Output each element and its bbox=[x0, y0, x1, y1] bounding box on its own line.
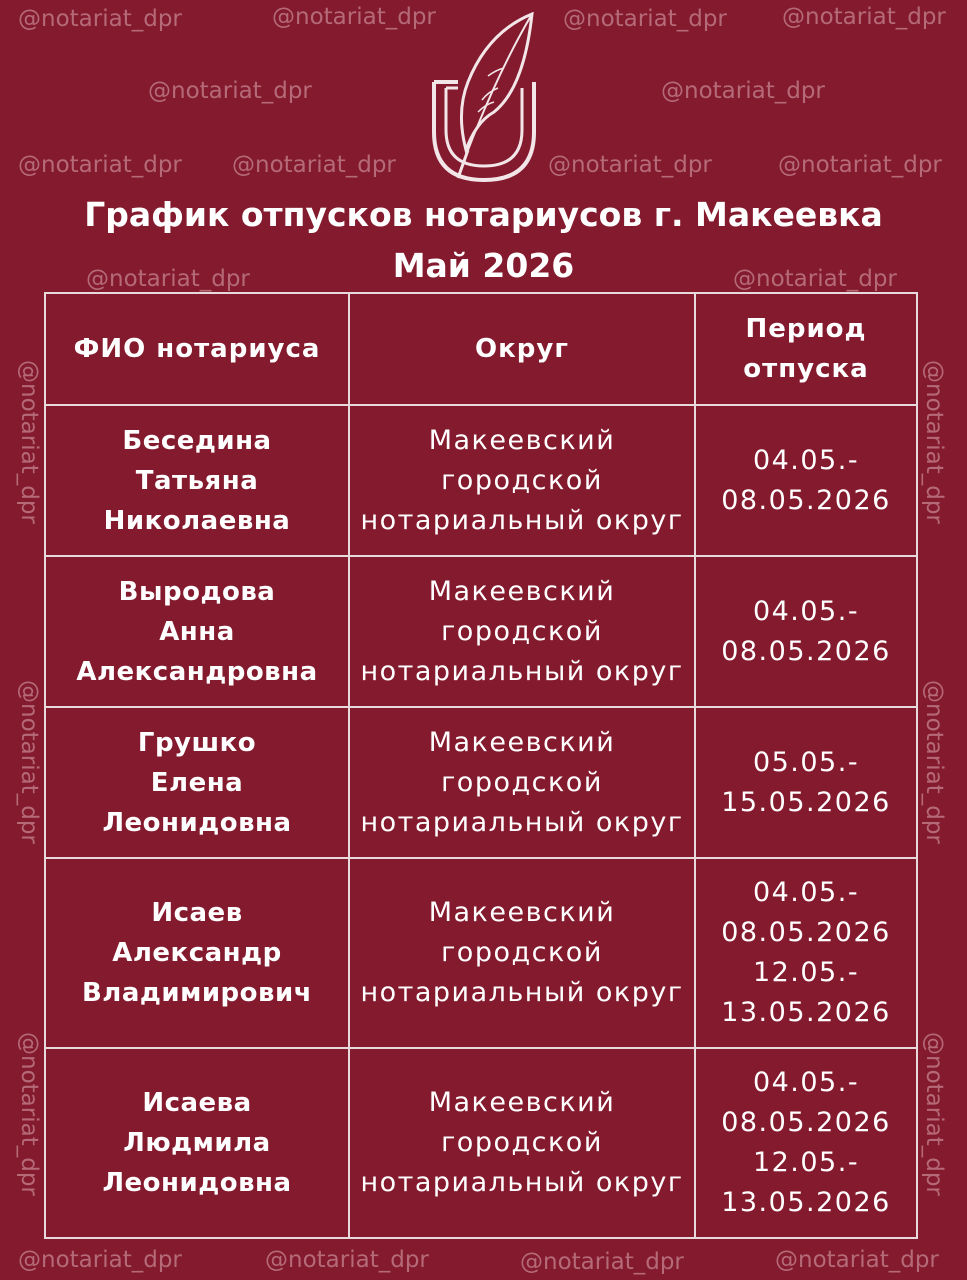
period-line: 13.05.2026 bbox=[721, 997, 891, 1028]
header-period-line: отпуска bbox=[743, 354, 869, 384]
table-row bbox=[45, 556, 917, 707]
district-line: нотариальный округ bbox=[360, 1167, 684, 1198]
period-line: 04.05.- bbox=[752, 595, 860, 627]
watermark: @notariat_dpr bbox=[733, 266, 897, 292]
period-line: 12.05.- bbox=[752, 1147, 860, 1178]
watermark: @notariat_dpr bbox=[272, 4, 436, 30]
district-line: нотариальный округ bbox=[360, 977, 684, 1008]
page-subtitle: Май 2026 bbox=[392, 246, 575, 285]
name-line: Николаевна bbox=[103, 505, 291, 536]
name-line: Людмила bbox=[123, 1128, 271, 1158]
watermark: @notariat_dpr bbox=[775, 1247, 939, 1273]
district-cell bbox=[349, 556, 695, 707]
watermark: @notariat_dpr bbox=[265, 1247, 429, 1273]
watermark: @notariat_dpr bbox=[18, 6, 182, 32]
watermark: @notariat_dpr bbox=[921, 1032, 947, 1196]
name-line: Александр bbox=[112, 938, 282, 968]
period-line: 05.05.- bbox=[752, 746, 860, 778]
district-line: Макеевский bbox=[428, 575, 616, 607]
name-line: Татьяна bbox=[135, 465, 259, 496]
name-line: Грушко bbox=[137, 727, 257, 758]
watermark: @notariat_dpr bbox=[661, 78, 825, 104]
watermark: @notariat_dpr bbox=[86, 266, 250, 292]
vacation-schedule-table bbox=[44, 292, 918, 1239]
name-line: Выродова bbox=[118, 576, 276, 607]
period-cell bbox=[695, 556, 917, 707]
watermark: @notariat_dpr bbox=[232, 152, 396, 178]
period-cell bbox=[695, 405, 917, 556]
period-line: 04.05.- bbox=[752, 444, 860, 476]
district-line: Макеевский bbox=[428, 897, 616, 928]
watermark: @notariat_dpr bbox=[16, 360, 42, 524]
period-line: 08.05.2026 bbox=[721, 917, 891, 948]
table-row bbox=[45, 858, 917, 1048]
district-line: нотариальный округ bbox=[360, 655, 684, 687]
period-line: 13.05.2026 bbox=[721, 1187, 891, 1218]
name-line: Исаева bbox=[142, 1088, 252, 1118]
period-line: 04.05.- bbox=[752, 877, 860, 908]
table-row bbox=[45, 1048, 917, 1238]
watermark: @notariat_dpr bbox=[520, 1249, 684, 1275]
name-line: Леонидовна bbox=[102, 807, 292, 838]
period-line: 12.05.- bbox=[752, 957, 860, 988]
notary-name-cell bbox=[45, 858, 349, 1048]
watermark: @notariat_dpr bbox=[778, 152, 942, 178]
district-line: нотариальный округ bbox=[360, 806, 684, 838]
header-name: ФИО нотариуса bbox=[45, 293, 349, 405]
header-district: Округ bbox=[349, 293, 695, 405]
notary-name-cell bbox=[45, 707, 349, 858]
district-cell bbox=[349, 405, 695, 556]
table-header-row bbox=[45, 293, 917, 405]
district-cell bbox=[349, 858, 695, 1048]
watermark: @notariat_dpr bbox=[16, 680, 42, 844]
notary-name-cell bbox=[45, 556, 349, 707]
district-cell bbox=[349, 707, 695, 858]
name-line: Анна bbox=[159, 616, 235, 647]
quill-shield-logo-icon bbox=[428, 12, 540, 184]
table-row bbox=[45, 405, 917, 556]
district-line: Макеевский bbox=[428, 726, 616, 758]
name-line: Исаев bbox=[151, 898, 243, 928]
watermark: @notariat_dpr bbox=[16, 1032, 42, 1196]
page-title: График отпусков нотариусов г. Макеевка bbox=[84, 195, 883, 234]
watermark: @notariat_dpr bbox=[548, 152, 712, 178]
name-line: Владимирович bbox=[81, 978, 313, 1008]
watermark: @notariat_dpr bbox=[563, 6, 727, 32]
district-line: городской bbox=[441, 766, 603, 798]
header-period-line: Период bbox=[745, 314, 867, 344]
period-cell bbox=[695, 707, 917, 858]
watermark: @notariat_dpr bbox=[782, 4, 946, 30]
district-line: Макеевский bbox=[428, 424, 616, 456]
watermark: @notariat_dpr bbox=[148, 78, 312, 104]
watermark: @notariat_dpr bbox=[18, 152, 182, 178]
period-line: 08.05.2026 bbox=[721, 484, 891, 516]
period-line: 08.05.2026 bbox=[721, 1107, 891, 1138]
period-line: 08.05.2026 bbox=[721, 635, 891, 667]
period-line: 15.05.2026 bbox=[721, 786, 891, 818]
watermark: @notariat_dpr bbox=[921, 360, 947, 524]
header-period bbox=[695, 293, 917, 405]
notary-name-cell bbox=[45, 1048, 349, 1238]
watermark: @notariat_dpr bbox=[18, 1247, 182, 1273]
district-cell bbox=[349, 1048, 695, 1238]
district-line: городской bbox=[441, 1127, 603, 1158]
period-cell bbox=[695, 858, 917, 1048]
name-line: Леонидовна bbox=[102, 1168, 292, 1198]
name-line: Елена bbox=[150, 767, 244, 798]
district-line: городской bbox=[441, 464, 603, 496]
district-line: городской bbox=[441, 937, 603, 968]
table-row bbox=[45, 707, 917, 858]
district-line: Макеевский bbox=[428, 1087, 616, 1118]
period-cell bbox=[695, 1048, 917, 1238]
name-line: Беседина bbox=[122, 425, 272, 456]
watermark: @notariat_dpr bbox=[921, 680, 947, 844]
name-line: Александровна bbox=[76, 656, 318, 687]
notary-name-cell bbox=[45, 405, 349, 556]
period-line: 04.05.- bbox=[752, 1067, 860, 1098]
district-line: нотариальный округ bbox=[360, 504, 684, 536]
district-line: городской bbox=[441, 615, 603, 647]
